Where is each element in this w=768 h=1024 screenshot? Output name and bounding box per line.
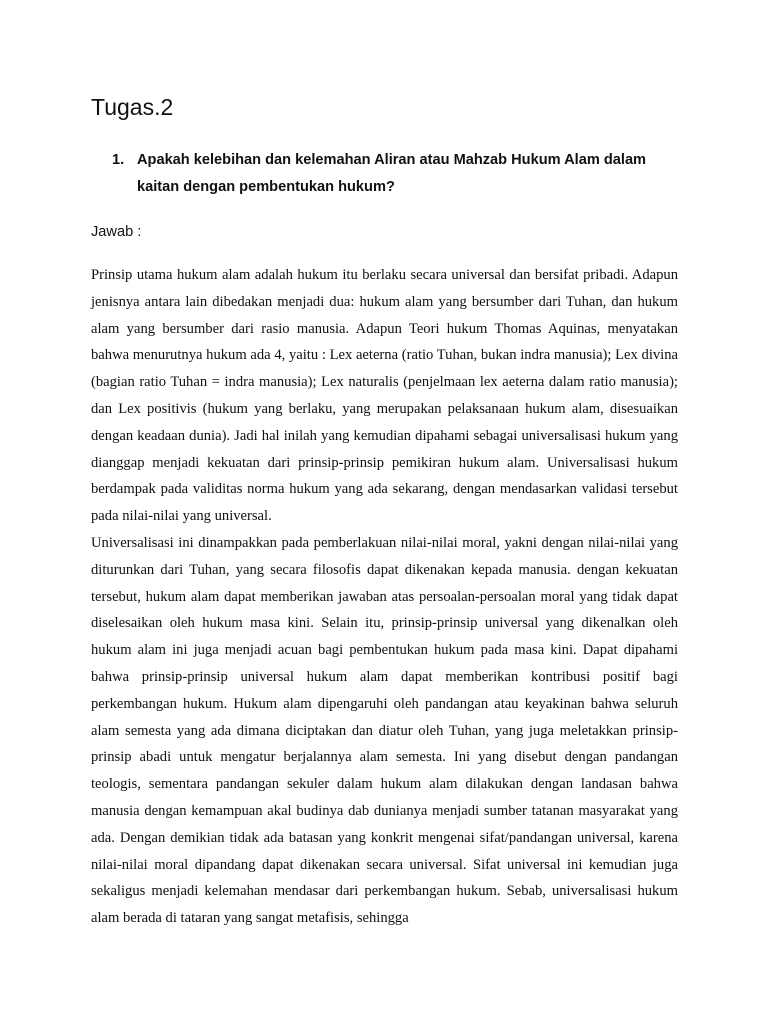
question-item (112, 147, 682, 201)
paragraph: Universalisasi ini dinampakkan pada pemberlakuan nilai-nilai moral, yakni dengan nilai-nilai yang diturunkan dari Tuhan, yang secara filosofis dapat dikenakan kepada manusia. dengan kekuatan tersebut, hukum alam dapat memberikan jawaban atas persoalan-persoalan moral yang tidak dapat diselesaikan oleh hukum masa kini. Selain itu, prinsip-prinsip universal yang dikenalkan oleh hukum alam ini juga menjadi acuan bagi pembentukan hukum pada masa kini. Dapat dipahami bahwa prinsip-prinsip universal hukum alam dapat memberikan kontribusi positif bagi perkembangan hukum. Hukum alam dipengaruhi oleh pandangan atau keyakinan bahwa seluruh alam semesta yang ada dimana diciptakan dan diatur oleh Tuhan, yang juga meletakkan prinsip-prinsip abadi untuk mengatur berjalannya alam semesta. Ini yang disebut dengan pandangan teologis, sementara pandangan sekuler dalam hukum alam dilakukan dengan landasan bahwa manusia dengan kemampuan akal budinya dab dunianya menjadi sumber tatanan masyarakat yang ada. Dengan demikian tidak ada batasan yang konkrit mengenai sifat/pandangan universal, karena nilai-nilai moral dipandang dapat dikenakan secara universal. Sifat universal ini kemudian juga sekaligus menjadi kelemahan mendasar dari perkembangan hukum. Sebab, universalisasi hukum alam berada di tataran yang sangat metafisis, sehingga (91, 534, 678, 927)
question-number: 1. (112, 152, 125, 168)
page-title: Tugas.2 (91, 94, 174, 120)
question-text: Apakah kelebihan dan kelemahan Aliran atau Mahzab Hukum Alam dalam kaitan dengan pembentukan hukum? (137, 152, 647, 195)
answer-label: Jawab : (91, 224, 142, 240)
paragraph: Prinsip utama hukum alam adalah hukum itu berlaku secara universal dan bersifat pribadi. Adapun jenisnya antara lain dibedakan menjadi dua: hukum alam yang bersumber dari Tuhan, dan hukum alam yang bersumber dari rasio manusia. Adapun Teori hukum Thomas Aquinas, menyatakan bahwa menurutnya hukum ada 4, yaitu : Lex aeterna (ratio Tuhan, bukan indra manusia); Lex divina (bagian ratio Tuhan = indra manusia); Lex naturalis (penjelmaan lex aeterna dalam ratio manusia); dan Lex positivis (hukum yang berlaku, yang merupakan pelaksanaan hukum alam, disesuaikan dengan keadaan dunia). Jadi hal inilah yang kemudian dipahami sebagai universalisasi hukum yang dianggap menjadi kekuatan dari prinsip-prinsip pemikiran hukum alam. Universalisasi hukum berdampak pada validitas norma hukum yang ada sekarang, dengan mendasarkan validasi tersebut pada nilai-nilai yang universal. (91, 267, 678, 525)
answer-body (91, 262, 678, 932)
